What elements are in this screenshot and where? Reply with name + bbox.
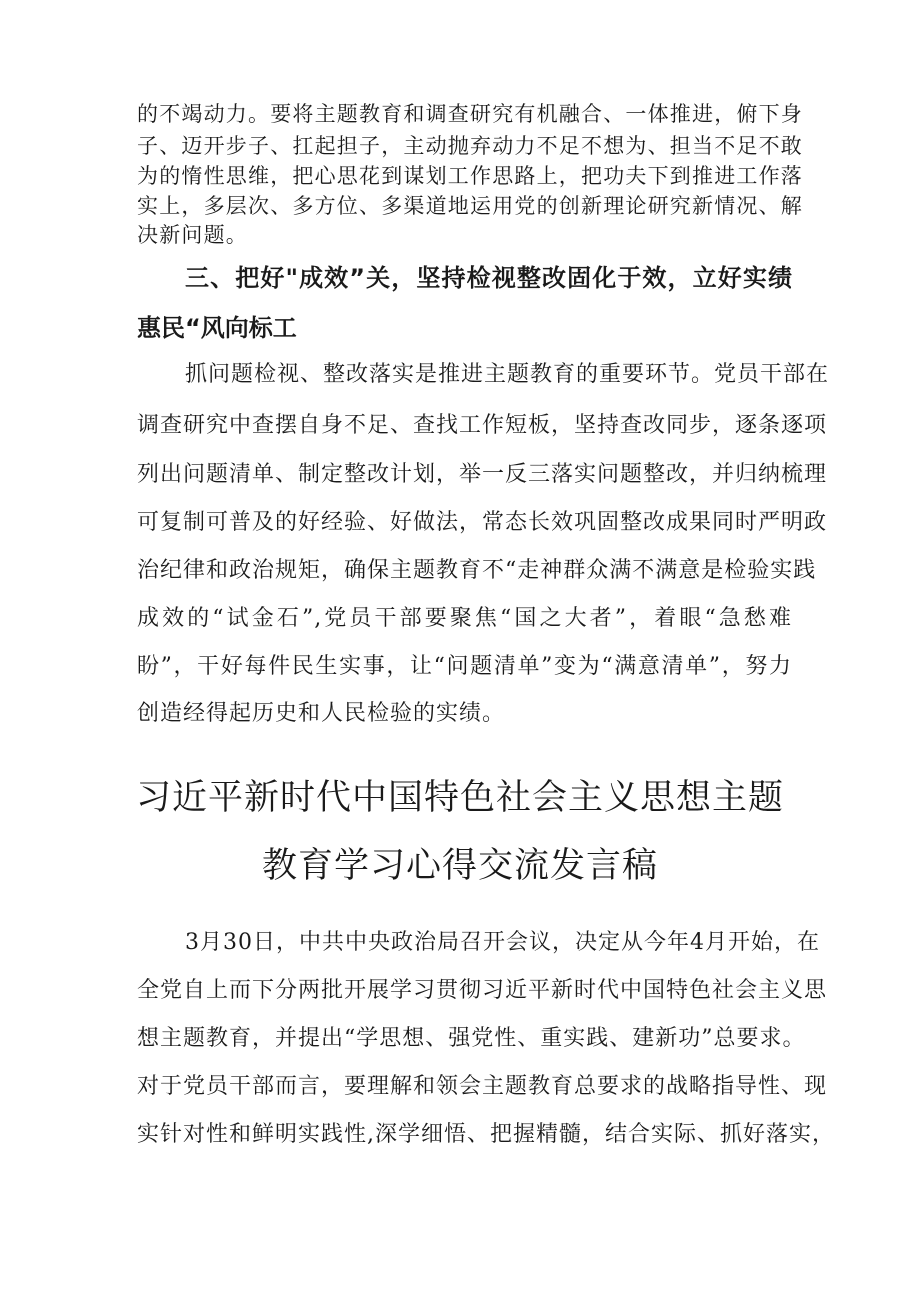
paragraph-line: 可复制可普及的好经验、好做法，常态长效巩固整改成果同时严明政 (137, 510, 828, 535)
paragraph-line: 3月30日，中共中央政治局召开会议，决定从今年4月开始，在 (185, 930, 820, 955)
paragraph-line: 全党自上而下分两批开展学习贯彻习近平新时代中国特色社会主义思 (137, 978, 828, 1003)
paragraph-line: 实上，多层次、多方位、多渠道地运用党的创新理论研究新情况、解 (137, 194, 803, 218)
section-heading: 惠民“风向标工 (137, 314, 297, 342)
paragraph-line: 决新问题。 (137, 223, 248, 247)
paragraph-line: 调查研究中查摆自身不足、查找工作短板，坚持查改同步，逐条逐项 (137, 413, 828, 438)
paragraph-line: 的不竭动力。要将主题教育和调查研究有机融合、一体推进，俯下身 (137, 102, 803, 126)
paragraph-line: 想主题教育，并提出“学思想、强党性、重实践、建新功”总要求。 (137, 1026, 806, 1051)
article-title: 教育学习心得交流发言稿 (261, 846, 658, 886)
paragraph-line: 列出问题清单、制定整改计划，举一反三落实问题整改，并归纳梳理 (137, 462, 828, 487)
paragraph-line: 子、迈开步子、扛起担子，主动抛弃动力不足不想为、担当不足不敢 (137, 134, 803, 158)
section-heading: 三、把好"成效”关，坚持检视整改固化于效，立好实绩 (185, 264, 792, 292)
article-title: 习近平新时代中国特色社会主义思想主题 (135, 778, 784, 818)
paragraph-line: 成效的“试金石”,党员干部要聚焦“国之大者”，着眼“急愁难 (137, 606, 792, 631)
paragraph-line: 治纪律和政治规矩，确保主题教育不“走神群众满不满意是检验实践 (137, 558, 817, 583)
paragraph-line: 实针对性和鲜明实践性,深学细悟、把握精髓，结合实际、抓好落实， (137, 1122, 835, 1147)
paragraph-line: 对于党员干部而言，要理解和领会主题教育总要求的战略指导性、现 (137, 1074, 828, 1099)
paragraph-line: 盼”，干好每件民生实事，让“问题清单”变为“满意清单”，努力 (137, 654, 792, 679)
paragraph-line: 为的惰性思维，把心思花到谋划工作思路上，把功夫下到推进工作落 (137, 164, 803, 188)
paragraph-line: 创造经得起历史和人民检验的实绩。 (137, 701, 506, 726)
paragraph-line: 抓问题检视、整改落实是推进主题教育的重要环节。党员干部在 (185, 362, 830, 387)
